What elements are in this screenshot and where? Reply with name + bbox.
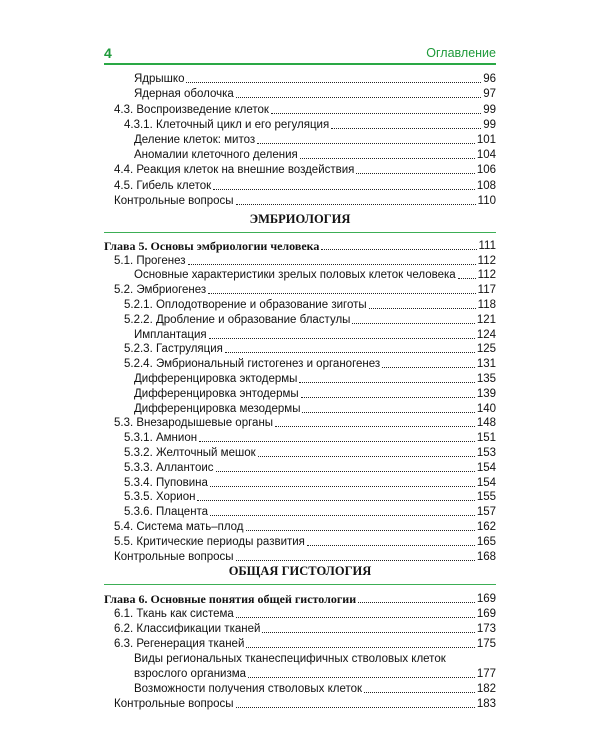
dot-leader	[307, 545, 475, 546]
toc-entry[interactable]	[104, 85, 496, 100]
toc-entry[interactable]	[104, 503, 496, 518]
toc-entry[interactable]	[104, 429, 496, 444]
toc-entry[interactable]	[104, 400, 496, 415]
toc-entry-title: 5.2. Эмбриогенез	[114, 284, 207, 297]
toc-entry[interactable]	[104, 695, 496, 710]
toc-page-number: 154	[476, 461, 496, 474]
toc-page-number: 162	[476, 520, 496, 533]
toc-entry-title: 5.3.4. Пуповина	[124, 476, 208, 489]
dot-leader	[364, 692, 475, 693]
dot-leader	[257, 143, 475, 144]
toc-page-number: 117	[477, 284, 496, 297]
toc-entry[interactable]	[104, 620, 496, 635]
dot-leader	[209, 338, 475, 339]
toc-entry[interactable]	[104, 70, 496, 85]
toc-block-cells	[104, 70, 496, 207]
dot-leader	[213, 189, 475, 190]
section-title-embryology: ЭМБРИОЛОГИЯ	[249, 212, 351, 226]
toc-page-number: 153	[476, 446, 496, 459]
toc-entry[interactable]	[104, 281, 496, 296]
toc-entry[interactable]	[104, 444, 496, 459]
dot-leader	[358, 602, 475, 603]
toc-entry-title: Имплантация	[134, 328, 207, 341]
dot-leader	[271, 113, 481, 114]
dot-leader	[248, 677, 475, 678]
toc-entry[interactable]	[104, 474, 496, 489]
toc-page-number: 168	[476, 550, 496, 563]
dot-leader	[236, 707, 475, 708]
toc-entry[interactable]	[104, 635, 496, 650]
toc-page-number: 125	[476, 343, 496, 356]
dot-leader	[236, 97, 481, 98]
header-title: Оглавление	[426, 46, 496, 60]
toc-entry-title: Контрольные вопросы	[114, 698, 234, 710]
toc-entry[interactable]	[104, 252, 496, 267]
toc-entry[interactable]	[104, 665, 496, 680]
toc-page-number: 124	[476, 328, 496, 341]
toc-entry-title: 5.2.3. Гаструляция	[124, 343, 223, 356]
toc-page-number: 108	[476, 179, 496, 192]
dot-leader	[188, 264, 476, 265]
dot-leader	[352, 323, 474, 324]
toc-entry-title: Дифференцировка энтодермы	[134, 387, 299, 400]
running-header	[104, 43, 496, 63]
toc-entry-title: 6.2. Классификации тканей	[114, 623, 261, 635]
toc-entry-title: Контрольные вопросы	[114, 550, 234, 563]
section-divider	[104, 232, 496, 233]
page-number: 4	[104, 45, 112, 61]
toc-entry-title: 6.1. Ткань как система	[114, 608, 234, 620]
toc-entry-title: Ядерная оболочка	[134, 88, 234, 101]
dot-leader	[369, 308, 476, 309]
toc-entry-title: 4.4. Реакция клеток на внешние воздействия	[114, 164, 355, 177]
toc-page-number: 97	[483, 88, 496, 101]
toc-entry-title: 4.3. Воспроизведение клеток	[114, 103, 269, 116]
toc-entry-title: Глава 5. Основы эмбриологии человека	[104, 238, 320, 253]
toc-entry-title: 5.3.6. Плацента	[124, 506, 209, 519]
dot-leader	[246, 647, 474, 648]
dot-leader	[197, 500, 474, 501]
toc-page-number: 151	[476, 432, 496, 445]
toc-entry[interactable]	[104, 385, 496, 400]
dot-leader	[236, 204, 476, 205]
toc-entry-title: Глава 6. Основные понятия общей гистологии	[104, 592, 357, 606]
toc-entry[interactable]	[104, 518, 496, 533]
toc-entry[interactable]	[104, 680, 496, 695]
toc-block-histology	[104, 590, 496, 710]
toc-page-number: 157	[476, 506, 496, 519]
toc-entry[interactable]	[104, 116, 496, 131]
toc-entry[interactable]	[104, 605, 496, 620]
toc-page-number: 173	[476, 623, 496, 635]
toc-entry[interactable]	[104, 370, 496, 385]
toc-page-number: 99	[483, 118, 496, 131]
toc-entry[interactable]	[104, 533, 496, 548]
toc-entry-title: Ядрышко	[134, 73, 185, 86]
toc-entry[interactable]	[104, 267, 496, 282]
toc-entry[interactable]	[104, 296, 496, 311]
toc-page-number: 111	[478, 239, 496, 252]
toc-entry[interactable]	[104, 459, 496, 474]
toc-entry[interactable]	[104, 131, 496, 146]
toc-entry-title: 4.5. Гибель клеток	[114, 179, 212, 192]
toc-page-number: 112	[477, 254, 496, 267]
toc-entry-title: 5.2.4. Эмбриональный гистогенез и органогенез	[124, 358, 381, 371]
toc-page-number: 106	[476, 164, 496, 177]
toc-page-number: 169	[476, 608, 496, 620]
toc-entry[interactable]	[104, 548, 496, 563]
dot-leader	[301, 397, 475, 398]
toc-entry-title: 5.3.2. Желточный мешок	[124, 446, 256, 459]
toc-page-number: 112	[477, 269, 496, 282]
toc-entry-title: Дифференцировка мезодермы	[134, 402, 301, 415]
toc-entry-title: Деление клеток: митоз	[134, 133, 256, 146]
toc-entry[interactable]	[104, 341, 496, 356]
toc-entry[interactable]	[104, 146, 496, 161]
toc-entry[interactable]	[104, 489, 496, 504]
toc-entry[interactable]	[104, 311, 496, 326]
dot-leader	[302, 412, 474, 413]
dot-leader	[208, 293, 475, 294]
toc-page-number: 118	[477, 298, 496, 311]
toc-entry-title: Виды региональных тканеспецифичных стволовых клеток	[134, 653, 446, 665]
section-title-histology: ОБЩАЯ ГИСТОЛОГИЯ	[228, 564, 372, 578]
toc-page-number: 135	[476, 372, 496, 385]
toc-entry-title: 5.2.1. Оплодотворение и образование зиготы	[124, 298, 367, 311]
dot-leader	[236, 560, 475, 561]
toc-entry-title: 5.3. Внезародышевые органы	[114, 417, 274, 430]
dot-leader	[199, 441, 475, 442]
toc-page-number: 175	[476, 638, 496, 650]
dot-leader	[275, 426, 475, 427]
dot-leader	[210, 486, 475, 487]
header-rule	[104, 63, 496, 65]
dot-leader	[382, 367, 475, 368]
section-divider	[104, 584, 496, 585]
dot-leader	[246, 530, 475, 531]
dot-leader	[262, 632, 474, 633]
toc-page-number: 96	[483, 73, 496, 86]
toc-page-number: 177	[476, 668, 496, 680]
toc-entry-title: Основные характеристики зрелых половых клеток человека	[134, 269, 456, 282]
dot-leader	[210, 515, 475, 516]
toc-entry-title: 5.3.1. Амнион	[124, 432, 198, 445]
dot-leader	[236, 617, 475, 618]
toc-entry-title: 5.3.5. Хорион	[124, 491, 196, 504]
toc-entry-title: 5.3.3. Аллантоис	[124, 461, 214, 474]
dot-leader	[458, 278, 476, 279]
toc-entry-title: 6.3. Регенерация тканей	[114, 638, 245, 650]
toc-page-number: 110	[477, 194, 496, 207]
toc-entry-title: взрослого организма	[134, 668, 247, 680]
dot-leader	[216, 471, 475, 472]
toc-page-number: 183	[476, 698, 496, 710]
toc-entry-title: 5.1. Прогенез	[114, 254, 186, 267]
toc-page-number: 131	[476, 358, 496, 371]
toc-entry[interactable]	[104, 650, 496, 665]
dot-leader	[225, 352, 475, 353]
toc-page-number: 182	[476, 683, 496, 695]
toc-entry-title: 5.4. Система мать–плод	[114, 520, 244, 533]
toc-page-number: 99	[483, 103, 496, 116]
toc-entry[interactable]	[104, 176, 496, 191]
toc-chapter-entry[interactable]	[104, 237, 496, 252]
toc-block-embryology	[104, 237, 496, 563]
dot-leader	[331, 128, 481, 129]
toc-entry[interactable]	[104, 161, 496, 176]
toc-page-number: 121	[476, 313, 496, 326]
toc-entry-title: 5.2.2. Дробление и образование бластулы	[124, 313, 351, 326]
dot-leader	[186, 82, 481, 83]
toc-chapter-entry[interactable]	[104, 590, 496, 605]
toc-entry-title: 4.3.1. Клеточный цикл и его регуляция	[124, 118, 330, 131]
toc-entry-title: 5.5. Критические периоды развития	[114, 535, 305, 548]
toc-page-number: 104	[476, 149, 496, 162]
toc-page-number: 148	[476, 417, 496, 430]
toc-page-number: 140	[476, 402, 496, 415]
toc-entry-title: Контрольные вопросы	[114, 194, 234, 207]
toc-entry-title: Аномалии клеточного деления	[134, 149, 298, 162]
toc-page-number: 169	[476, 593, 496, 605]
dot-leader	[300, 158, 475, 159]
toc-entry-title: Дифференцировка эктодермы	[134, 372, 298, 385]
toc-entry[interactable]	[104, 192, 496, 207]
toc-page-number: 101	[476, 133, 496, 146]
dot-leader	[356, 173, 474, 174]
dot-leader	[299, 382, 474, 383]
toc-entry[interactable]	[104, 355, 496, 370]
dot-leader	[258, 456, 475, 457]
toc-page-number: 139	[476, 387, 496, 400]
toc-entry[interactable]	[104, 326, 496, 341]
dot-leader	[321, 249, 476, 250]
toc-entry-title: Возможности получения стволовых клеток	[134, 683, 363, 695]
toc-page-number: 154	[476, 476, 496, 489]
toc-page-number: 165	[476, 535, 496, 548]
toc-page-number: 155	[476, 491, 496, 504]
toc-entry[interactable]	[104, 100, 496, 115]
toc-entry[interactable]	[104, 415, 496, 430]
